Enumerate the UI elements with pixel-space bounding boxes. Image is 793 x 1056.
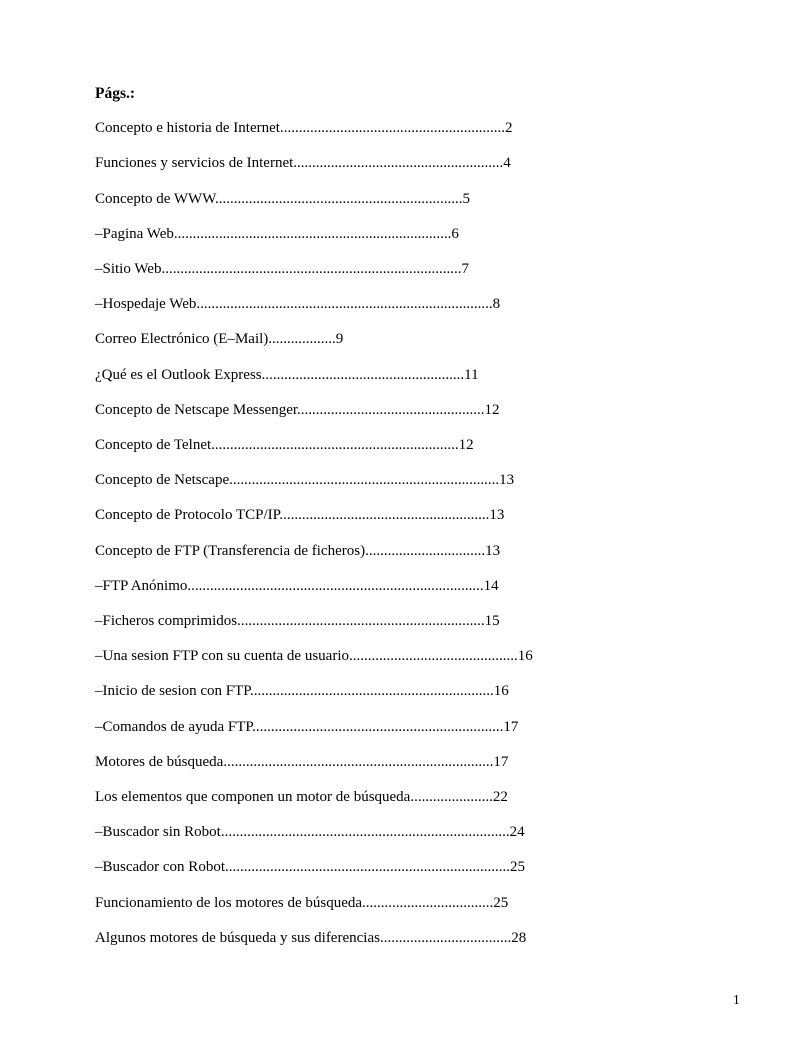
toc-entry-label: Concepto de FTP (Transferencia de ficheros) bbox=[95, 542, 366, 559]
toc-entry-label: Concepto de Protocolo TCP/IP bbox=[95, 507, 280, 524]
toc-entry bbox=[95, 463, 763, 498]
toc-entry bbox=[95, 886, 763, 921]
toc-leader-dots: ................................................................... bbox=[252, 718, 504, 735]
toc-entry-page: 11 bbox=[464, 366, 479, 383]
footer-page-number: 1 bbox=[733, 992, 740, 1007]
toc-entry-page: 12 bbox=[458, 437, 474, 454]
toc-entry-label: –Ficheros comprimidos bbox=[95, 613, 238, 630]
toc-entry bbox=[95, 534, 763, 569]
toc-entry-page: 7 bbox=[461, 261, 469, 278]
toc-entry bbox=[95, 921, 763, 956]
toc-entry-page: 5 bbox=[462, 190, 470, 207]
toc-leader-dots: ................................ bbox=[365, 542, 486, 559]
toc-entry bbox=[95, 639, 763, 674]
toc-leader-dots: ................................... bbox=[362, 894, 494, 911]
toc-entry-page: 16 bbox=[493, 683, 509, 700]
toc-entry-label: Concepto de Telnet bbox=[95, 437, 212, 454]
toc-entry-label: Concepto de Netscape bbox=[95, 472, 230, 489]
toc-leader-dots: .................. bbox=[268, 331, 336, 348]
toc-entry-page: 8 bbox=[492, 296, 501, 313]
toc-leader-dots: ............................................................................... bbox=[196, 296, 493, 313]
toc-entry-label: Concepto de Netscape Messenger bbox=[95, 401, 298, 418]
toc-leader-dots: ........................................................ bbox=[279, 507, 490, 524]
toc-entry bbox=[95, 674, 763, 709]
toc-entry bbox=[95, 217, 763, 252]
toc-entry bbox=[95, 745, 763, 780]
toc-entry-page: 17 bbox=[493, 753, 509, 770]
toc-entry-page: 14 bbox=[483, 577, 499, 594]
toc-leader-dots: ...................... bbox=[410, 789, 493, 806]
toc-entry bbox=[95, 710, 763, 745]
toc-entry-label: Los elementos que componen un motor de búsqueda bbox=[95, 789, 411, 806]
toc-entry bbox=[95, 428, 763, 463]
toc-leader-dots: ...................................................... bbox=[261, 366, 465, 383]
toc-entry-label: –Inicio de sesion con FTP bbox=[95, 683, 250, 700]
toc-leader-dots: ............................................................................ bbox=[224, 859, 510, 876]
toc-entry bbox=[95, 252, 763, 287]
toc-entry-label: –Una sesion FTP con su cuenta de usuario bbox=[95, 648, 349, 665]
toc-entry-page: 13 bbox=[485, 542, 501, 559]
toc-entry bbox=[95, 604, 763, 639]
toc-leader-dots: .................................................................. bbox=[214, 190, 463, 207]
toc-entry bbox=[95, 498, 763, 533]
toc-entry-page: 22 bbox=[492, 789, 508, 806]
toc-leader-dots: .................................................. bbox=[297, 401, 485, 418]
toc-entry-label: –Hospedaje Web bbox=[95, 296, 197, 313]
toc-entry bbox=[95, 182, 763, 217]
toc-leader-dots: ............................................................................... bbox=[187, 577, 484, 594]
toc-entry bbox=[95, 850, 763, 885]
toc-leader-dots: ............................................................................. bbox=[220, 824, 510, 841]
table-of-contents bbox=[95, 76, 763, 956]
toc-leader-dots: .......................................................................... bbox=[173, 225, 452, 242]
toc-entry-page: 16 bbox=[517, 648, 533, 665]
toc-leader-dots: ............................................. bbox=[348, 648, 518, 665]
toc-entry-label: Funciones y servicios de Internet bbox=[95, 155, 294, 172]
toc-entry-label: Correo Electrónico (E–Mail) bbox=[95, 331, 269, 348]
toc-entry-page: 13 bbox=[489, 507, 505, 524]
toc-leader-dots: ........................................................ bbox=[293, 155, 504, 172]
toc-entry-label: –Buscador sin Robot bbox=[95, 824, 221, 841]
toc-entry-page: 24 bbox=[509, 824, 525, 841]
toc-entry-page: 9 bbox=[335, 331, 344, 348]
toc-entry-list bbox=[95, 111, 763, 956]
toc-entry-label: Concepto e historia de Internet bbox=[95, 120, 280, 137]
toc-entry-label: –Buscador con Robot bbox=[95, 859, 225, 876]
toc-entry-label: –Pagina Web bbox=[95, 225, 174, 242]
toc-leader-dots: ............................................................ bbox=[279, 120, 505, 137]
toc-entry-page: 17 bbox=[503, 718, 519, 735]
toc-entry bbox=[95, 815, 763, 850]
toc-leader-dots: ................................... bbox=[379, 929, 512, 946]
toc-entry-label: Motores de búsqueda bbox=[95, 753, 224, 770]
toc-leader-dots: ................................................................................ bbox=[161, 261, 462, 278]
toc-entry bbox=[95, 287, 763, 322]
toc-entry-page: 28 bbox=[511, 929, 527, 946]
toc-entry-label: –FTP Anónimo bbox=[95, 577, 188, 594]
toc-entry bbox=[95, 322, 763, 357]
toc-entry-page: 13 bbox=[499, 472, 515, 489]
toc-entry bbox=[95, 393, 763, 428]
toc-leader-dots: .................................................................. bbox=[237, 613, 485, 630]
toc-leader-dots: .................................................................. bbox=[211, 437, 459, 454]
toc-entry-page: 4 bbox=[503, 155, 511, 172]
toc-entry-label: Funcionamiento de los motores de búsqueda bbox=[95, 894, 363, 911]
toc-entry bbox=[95, 358, 763, 393]
toc-entry-page: 25 bbox=[493, 894, 509, 911]
toc-entry-label: Concepto de WWW bbox=[95, 190, 215, 207]
toc-entry-page: 2 bbox=[504, 120, 513, 137]
toc-leader-dots: ........................................................................ bbox=[229, 472, 500, 489]
toc-entry bbox=[95, 569, 763, 604]
toc-entry-page: 15 bbox=[484, 613, 500, 630]
toc-entry-page: 25 bbox=[509, 859, 525, 876]
toc-entry-label: Algunos motores de búsqueda y sus diferencias bbox=[95, 929, 380, 946]
toc-entry-label: ¿Qué es el Outlook Express bbox=[95, 366, 262, 383]
toc-entry bbox=[95, 146, 763, 181]
toc-entry-page: 12 bbox=[484, 401, 500, 418]
toc-leader-dots: ........................................................................ bbox=[223, 753, 494, 770]
toc-heading: Págs.: bbox=[95, 85, 136, 102]
toc-entry-label: –Comandos de ayuda FTP bbox=[95, 718, 253, 735]
toc-entry-page: 6 bbox=[451, 225, 459, 242]
toc-entry-label: –Sitio Web bbox=[95, 261, 162, 278]
toc-entry bbox=[95, 780, 763, 815]
toc-leader-dots: ................................................................. bbox=[250, 683, 494, 700]
toc-entry bbox=[95, 111, 763, 146]
